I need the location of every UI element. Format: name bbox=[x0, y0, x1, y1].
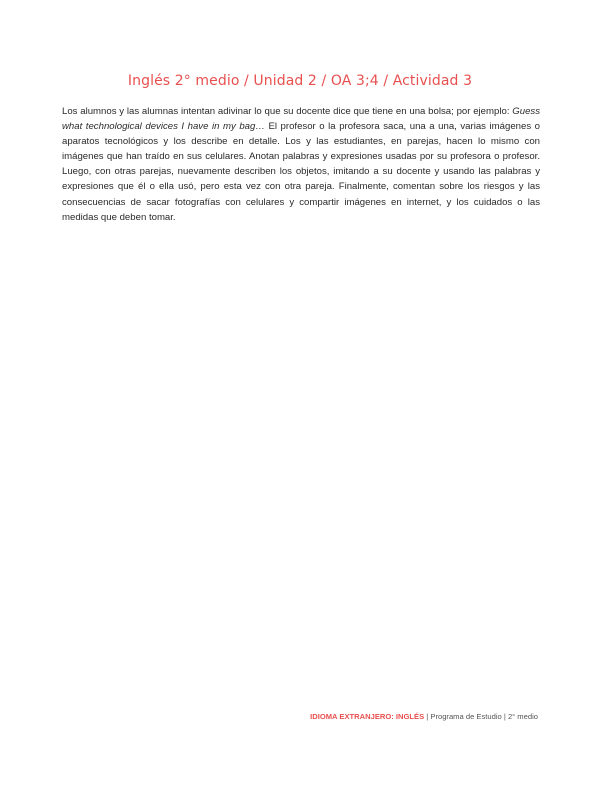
activity-paragraph bbox=[62, 104, 540, 225]
paragraph-italic-example: Guess what technological devices I have in my bag… bbox=[62, 106, 540, 133]
paragraph-text-part1: Los alumnos y las alumnas intentan adivinar lo que su docente dice que tiene en una bolsa; por ejemplo: bbox=[62, 106, 513, 117]
footer-subject: IDIOMA EXTRANJERO: INGLÉS bbox=[310, 712, 425, 721]
footer-separator-1: | bbox=[424, 712, 431, 721]
footer-separator-2: | bbox=[501, 712, 508, 721]
page-footer bbox=[310, 712, 538, 721]
paragraph-text-part2: El profesor o la profesora saca, una a una, varias imágenes o aparatos tecnológicos y los describe en detalle. Los y las estudiantes, en parejas, hacen lo mismo con imágenes que han traído en sus celulares. Anotan palabras y expresiones usadas por su profesora o profesor. Luego, con otras parejas, nuevamente describen los objetos, imitando a su docente y usando las palabras y expresiones que él o ella usó, pero esta vez con otra pareja. Finalmente, comentan sobre los riesgos y las consecuencias de sacar fotografías con celulares y compartir imágenes en internet, y los cuidados o las medidas que deben tomar. bbox=[62, 121, 540, 223]
footer-program: Programa de Estudio bbox=[430, 712, 502, 721]
footer-grade: 2° medio bbox=[507, 712, 538, 721]
page-title: Inglés 2° medio / Unidad 2 / OA 3;4 / Actividad 3 bbox=[127, 73, 473, 89]
